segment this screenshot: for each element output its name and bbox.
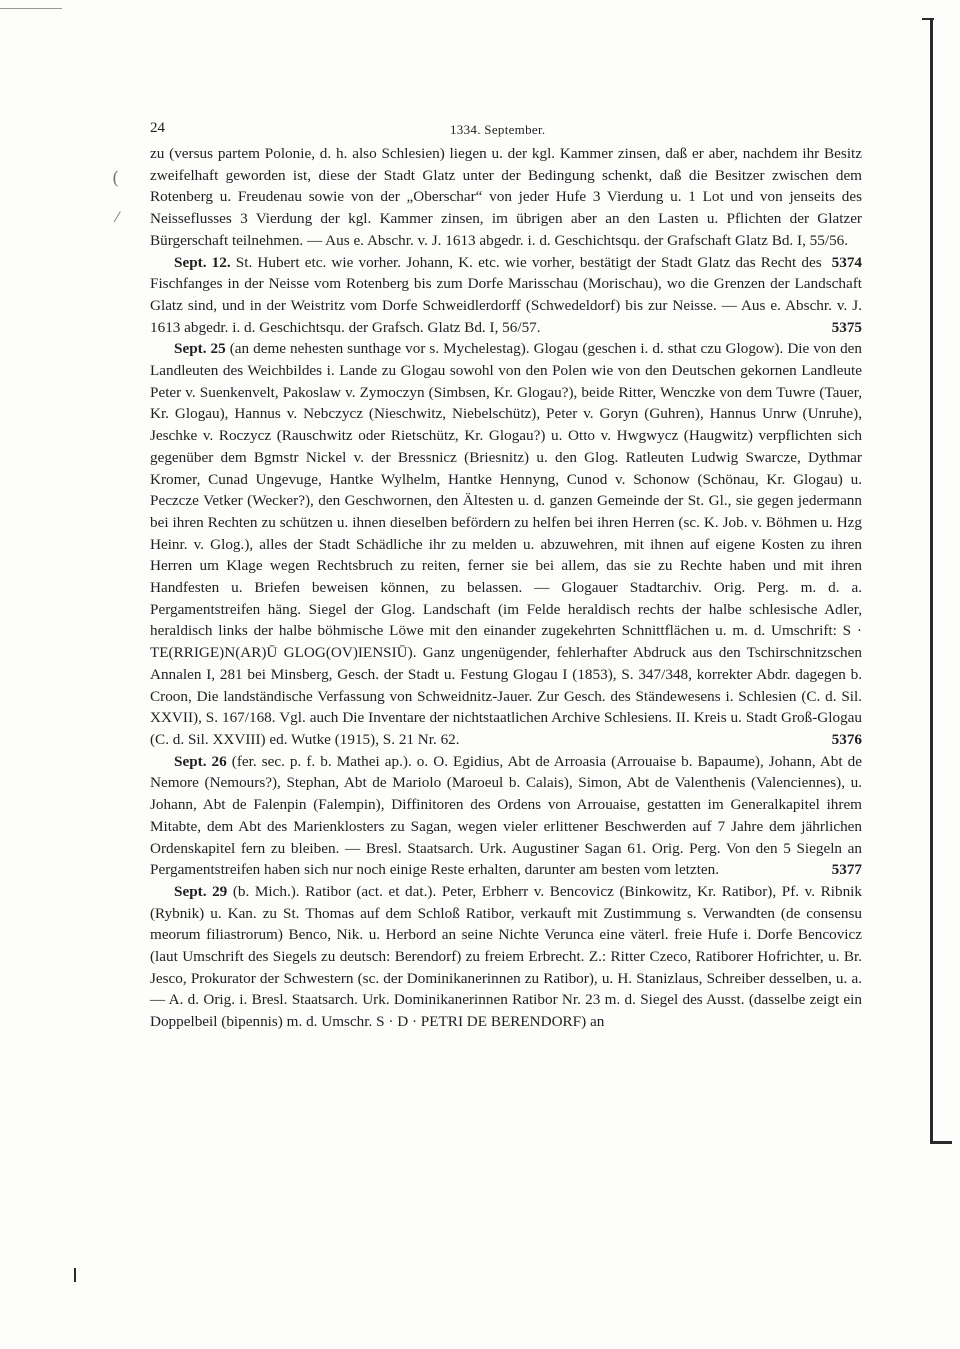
scan-edge-right bbox=[930, 18, 933, 1143]
entry-paragraph bbox=[150, 338, 862, 750]
scan-mark-bottom-left bbox=[74, 1268, 76, 1282]
register-number: 5376 bbox=[831, 730, 862, 748]
entry-paragraph bbox=[150, 252, 862, 339]
running-head: 1334. September. bbox=[450, 122, 546, 137]
page-number: 24 bbox=[150, 120, 165, 136]
entry-text: (fer. sec. p. f. b. Mathei ap.). o. O. Egidius, Abt de Arroasia (Arrouaise b. Bapaume), Johann, Abt de Nemore (Nemours?), Stephan, Abt de Mariolo (Maroeul b. Calais), Simon, Abt de Valenthenis (Valenciennes), u. Johann, Abt de Falenpin (Falempin), Diffinitoren des Ordens von Arrouaise, gestatten im Generalkapitel ihrem Mitabte, dem Abt des Marienklosters zu Sagan, wegen vieler erlittener Beschwerden auf 7 Jahre dem jährlichen Ordenskapitel fern zu bleiben. — Bresl. Staatsarch. Urk. Augustiner Sagan 61. Orig. Perg. Von den 5 Siegeln an Pergamentstreifen haben sich nur noch einige Reste erhalten, darunter am besten vom letzten. bbox=[150, 752, 862, 879]
margin-pencil-mark-2: ⁄ bbox=[116, 210, 119, 226]
entry-text: St. Hubert etc. wie vorher. Johann, K. etc. wie vorher, bestätigt der Stadt Glatz das Recht des Fischfanges in der Neisse vom Rotenberg bis zum Dorfe Marisschau (Morischau), wo die Grenzen der Landschaft Glatz sind, und in der Weistritz vom Dorfe Schweidlerdorff (Schwedeldorf) bis zur Neisse. — Aus e. Abschr. v. J. 1613 abgedr. i. d. Geschichtsqu. der Grafsch. Glatz Bd. I, 56/57. bbox=[150, 253, 862, 336]
entry-date: Sept. 26 bbox=[174, 752, 227, 770]
scan-edge-right-tick bbox=[922, 18, 934, 20]
register-number: 5375 bbox=[831, 318, 862, 336]
margin-pencil-mark-1: ( bbox=[112, 168, 120, 189]
register-number: 5374 bbox=[831, 253, 862, 271]
entry-text: zu (versus partem Polonie, d. h. also Schlesien) liegen u. der kgl. Kammer zinsen, daß er aber, nachdem ihr Besitz zweifelhaft geworden ist, diese der Stadt Glatz unter der Bedingung schenkt, daß die Besitzer zwischen dem Rotenberg u. Freudenau sowie von der „Oberschar“ von jeder Hufe 3 Vierdung u. 1 Lot und von jenseits des Neisseflusses 3 Vierdung der kgl. Kammer zinsen, im übrigen aber an den Lasten u. Pflichten der Glatzer Bürgerschaft teilnehmen. — Aus e. Abschr. v. J. 1613 abgedr. i. d. Geschichtsqu. der Grafschaft Glatz Bd. I, 55/56. bbox=[150, 145, 862, 249]
entry-text: (an deme nehesten sunthage vor s. Mychelestag). Glogau (geschen i. d. sthat czu Glogow). Die von den Landleuten des Weichbildes i. Lande zu Glogau sowohl von den Polen wie von den Deutschen gekornen Landleute Peter v. Suenkenvelt, Pakoslaw v. Zymoczyn (Simbsen, Kr. Glogau?), beide Ritter, Wenczke von dem Tuwre (Tauer, Kr. Glogau), Hannus v. Nebczycz (Nieschwitz, Niebelschütz), Peter v. Goryn (Guhren), Hannus Unrw (Unruhe), Jeschke v. Roczycz (Rauschwitz oder Rietschütz, Kr. Glogau?) u. Otto v. Hwgwycz (Haugwitz) verpflichten sich gegenüber dem Bgmstr Nickel v. der Bressnicz (Briesnitz) u. den Glog. Ratleuten Ludwig Swarcze, Dythmar Kromer, Cunad Ungevuge, Hantke Wylhelm, Hantke Hennyng, Cunod v. Schonow (Schönau, Kr. Glogau) u. Peczcze Vetker (Wecker?), den Geschwornen, den Ältesten u. d. ganzen Gemeinde der St. Gl., sie gegen jedermann bei ihren Rechten zu schützen u. ihnen dieselben befördern zu helfen bei ihren Herren (sc. K. Job. v. Böhmen u. Hzg Heinr. v. Glog.), alles der Stadt Schädliche ihr zu melden u. abzuwehren, mit ihnen auf eigene Kosten zu ihren Herren um Klage wegen Rechtsbruch zu reiten, ferner sie bei allem, das sie zu Rechte haben und mit ihren Handfesten u. Briefen beweisen können, zu belassen. — Glogauer Stadtarchiv. Orig. Perg. m. d. a. Pergamentstreifen häng. Siegel der Glog. Landschaft (im Felde heraldisch rechts der halbe schlesische Adler, heraldisch links der halbe böhmische Löwe mit den einander zugekehrten Schnittflächen u. m. d. Umschrift: S · TE(RRIGE)N(AR)Ū GLOG(OV)IENSIŪ). Ganz ungenügender, fehlerhafter Abdruck aus den Tschirschnitzschen Annalen I, 281 bei Minsberg, Gesch. der Stadt u. Festung Glogau I (1853), S. 347/348, korrekter Abdr. dagegen b. Croon, Die landständische Verfassung von Schweidnitz-Jauer. Zur Gesch. des Ständewesens i. Schlesien (C. d. Sil. XXVII), S. 167/168. Vgl. auch Die Inventare der nichtstaatlichen Archive Schlesiens. II. Kreis u. Stadt Groß-Glogau (C. d. Sil. XXVIII) ed. Wutke (1915), S. 21 Nr. 62. bbox=[150, 340, 862, 748]
scan-edge-right-cap bbox=[930, 1141, 952, 1144]
document-body bbox=[150, 143, 862, 1033]
register-number: 5377 bbox=[831, 861, 862, 879]
entry-date: Sept. 25 bbox=[174, 340, 226, 358]
entry-paragraph bbox=[150, 881, 862, 1033]
entry-date: Sept. 12. bbox=[174, 253, 231, 271]
scan-edge-top-left bbox=[0, 8, 62, 9]
entry-text: (b. Mich.). Ratibor (act. et dat.). Peter, Erbherr v. Bencovicz (Binkowitz, Kr. Ratibor), Pf. v. Ribnik (Rybnik) u. Kan. zu St. Thomas auf dem Schloß Ratibor, verkauft mit Zustimmung s. Verwandten (de consensu meorum filiastrorum) Benco, Nik. u. Herbord an seine Nichte Veruncа eine väterl. freie Hufe i. Dorfe Bencovicz (laut Umschrift des Siegels zu deutsch: Berendorf) zu freiem Erbrecht. Z.: Ritter Czeco, Ratiborer Hofrichter, u. Br. Jesco, Prokurator der Schwestern (sc. der Dominikanerinnen zu Ratibor), u. H. Stanizlaus, Schreiber desselben, u. a. — A. d. Orig. i. Bresl. Staatsarch. Urk. Dominikanerinnen Ratibor Nr. 23 m. d. Siegel des Ausst. (dasselbe zeigt ein Doppelbeil (bipennis) m. d. Umschr. S · D · PETRI DE BERENDORF) an bbox=[150, 882, 862, 1031]
entry-date: Sept. 29 bbox=[174, 882, 228, 900]
page-header bbox=[150, 116, 862, 138]
entry-paragraph bbox=[150, 751, 862, 881]
